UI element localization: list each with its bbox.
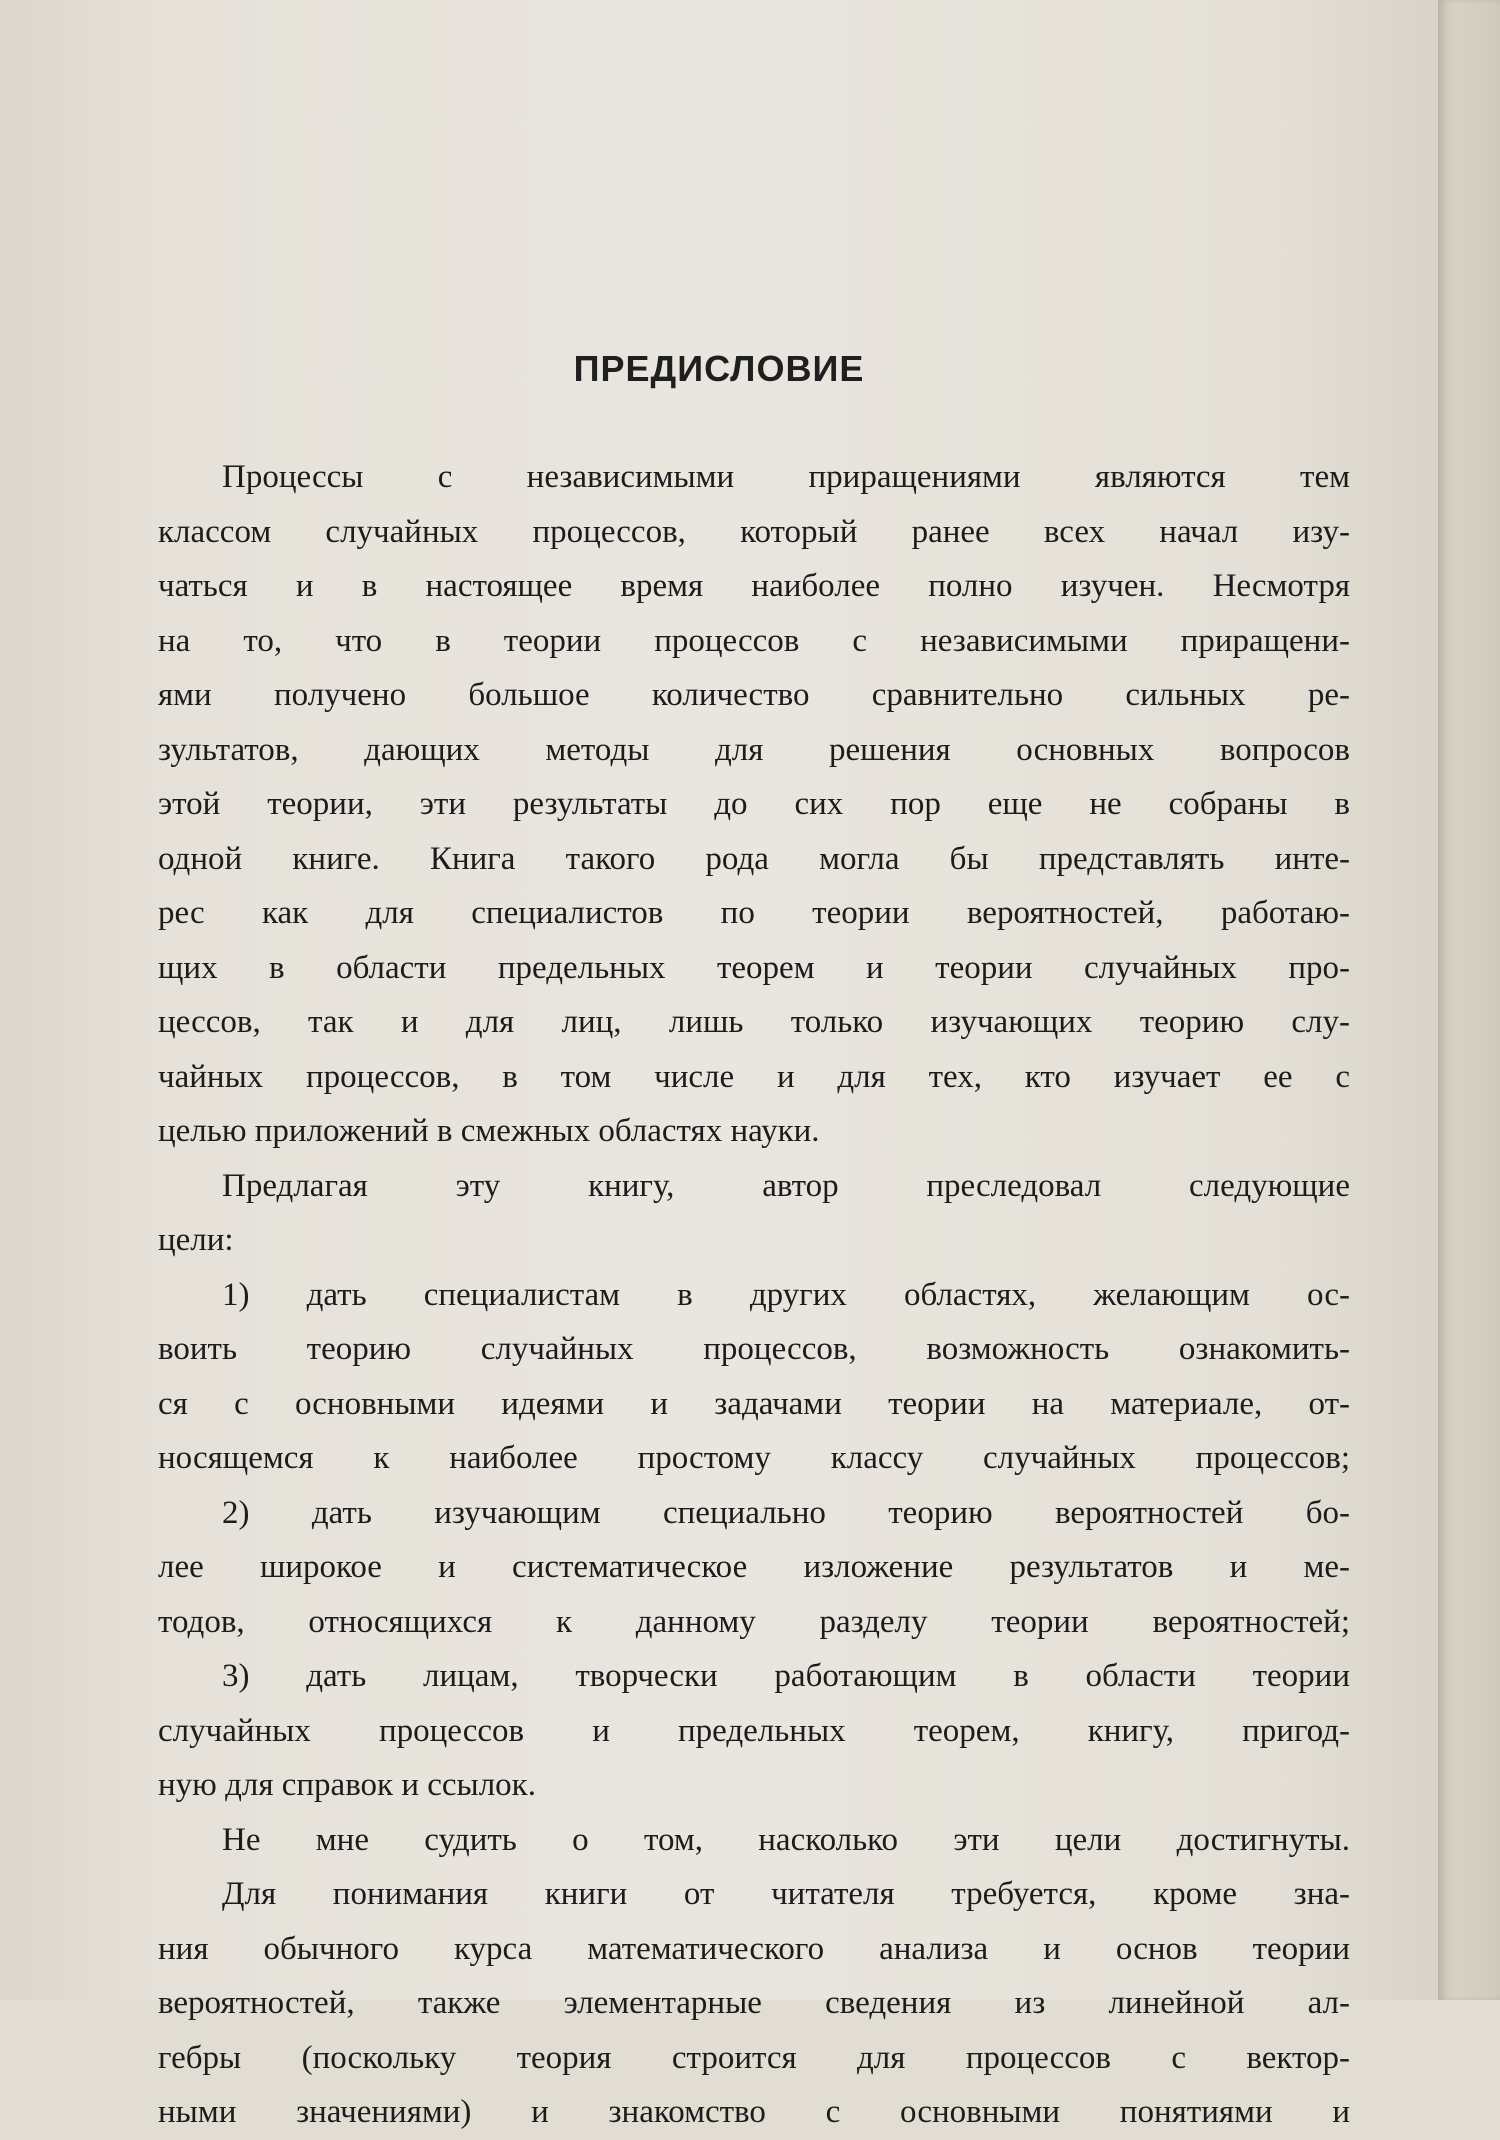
text-line: 2) дать изучающим специально теорию вероятностей бо- (222, 1494, 1350, 1531)
text-line: чайных процессов, в том числе и для тех, кто изучает ее с (158, 1058, 1350, 1095)
text-line: ния обычного курса математического анализа и основ теории (158, 1930, 1350, 1967)
text-line: Не мне судить о том, насколько эти цели достигнуты. (222, 1821, 1350, 1858)
text-line: цели: (158, 1222, 234, 1258)
page-edge (1438, 0, 1500, 2000)
text-line: воить теорию случайных процессов, возможность ознакомить- (158, 1331, 1350, 1367)
text-line: 3) дать лицам, творчески работающим в области теории (222, 1658, 1350, 1694)
text-line: Процессы с независимыми приращениями являются тем (222, 459, 1350, 495)
text-line: 1) дать специалистам в других областях, желающим ос- (222, 1276, 1350, 1313)
preface-text (158, 450, 1350, 2140)
text-line: вероятностей, также элементарные сведения из линейной ал- (158, 1985, 1350, 2021)
text-line: на то, что в теории процессов с независимыми приращени- (158, 622, 1350, 659)
text-line: случайных процессов и предельных теорем, книгу, пригод- (158, 1712, 1350, 1749)
text-line: рес как для специалистов по теории вероятностей, работаю- (158, 895, 1350, 931)
text-line: ями получено большое количество сравнительно сильных ре- (158, 677, 1350, 713)
text-line: носящемся к наиболее простому классу случайных процессов; (158, 1440, 1350, 1476)
text-line: зультатов, дающих методы для решения основных вопросов (158, 731, 1350, 768)
text-line: цессов, так и для лиц, лишь только изучающих теорию слу- (158, 1004, 1350, 1040)
text-line: одной книге. Книга такого рода могла бы представлять инте- (158, 840, 1350, 877)
text-line: классом случайных процессов, который ранее всех начал изу- (158, 513, 1350, 550)
text-line: щих в области предельных теорем и теории случайных про- (158, 949, 1350, 986)
text-line: Для понимания книги от читателя требуется, кроме зна- (222, 1876, 1350, 1912)
text-line: целью приложений в смежных областях науки. (158, 1113, 820, 1149)
page-title: ПРЕДИСЛОВИЕ (573, 348, 865, 389)
text-line: гебры (поскольку теория строится для процессов с вектор- (158, 2039, 1350, 2076)
text-line: чаться и в настоящее время наиболее полно изучен. Несмотря (158, 568, 1350, 604)
text-line: тодов, относящихся к данному разделу теории вероятностей; (158, 1603, 1350, 1640)
text-line: Предлагая эту книгу, автор преследовал следующие (222, 1167, 1350, 1204)
text-line: ными значениями) и знакомство с основными понятиями и (158, 2094, 1350, 2130)
text-line: ную для справок и ссылок. (158, 1767, 536, 1803)
text-line: этой теории, эти результаты до сих пор еще не собраны в (158, 786, 1350, 822)
text-line: лее широкое и систематическое изложение результатов и ме- (158, 1549, 1350, 1585)
text-line: ся с основными идеями и задачами теории на материале, от- (158, 1385, 1350, 1422)
